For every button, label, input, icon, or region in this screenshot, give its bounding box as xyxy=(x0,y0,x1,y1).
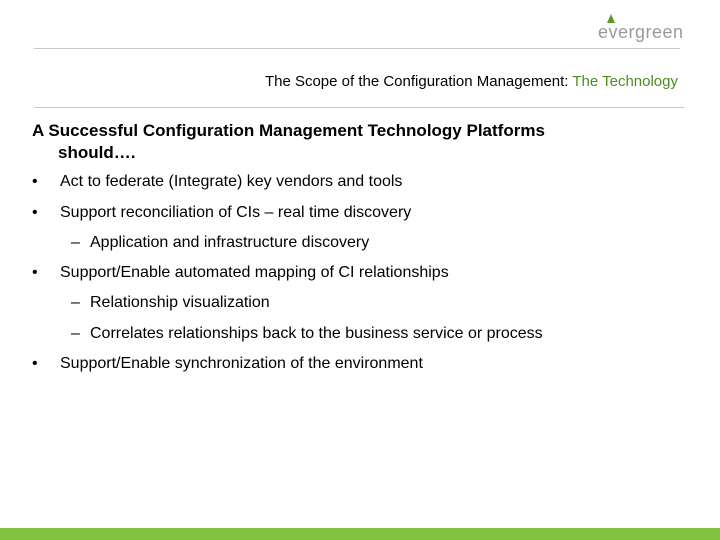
sub-bullet-symbol: – xyxy=(71,325,80,342)
heading-line-2: should…. xyxy=(58,143,136,162)
bullet-symbol: • xyxy=(32,173,38,190)
sub-bullet-symbol: – xyxy=(71,294,80,311)
bullet-symbol: • xyxy=(32,264,38,281)
sub-bullet-text: Application and infrastructure discovery xyxy=(90,234,370,251)
bullet-text: Support/Enable synchronization of the environment xyxy=(60,355,423,372)
sub-bullet-text: Correlates relationships back to the business service or process xyxy=(90,325,543,342)
sub-bullet-symbol: – xyxy=(71,234,80,251)
content-heading xyxy=(32,120,672,164)
bullet-text: Support reconciliation of CIs – real time discovery xyxy=(60,204,412,221)
bullet-symbol: • xyxy=(32,355,38,372)
heading-line-1: A Successful Configuration Management Technology Platforms xyxy=(32,121,545,140)
footer-bar xyxy=(0,528,720,540)
slide-title-accent: The Technology xyxy=(572,73,678,90)
logo-text: evergreen xyxy=(598,22,684,42)
title-divider xyxy=(34,107,684,108)
slide-title xyxy=(0,73,678,90)
bullet-text: Support/Enable automated mapping of CI relationships xyxy=(60,264,449,281)
bullet-symbol: • xyxy=(32,204,38,221)
evergreen-logo xyxy=(598,10,690,44)
sub-bullet-text: Relationship visualization xyxy=(90,294,270,311)
header-divider xyxy=(34,48,680,49)
bullet-text: Act to federate (Integrate) key vendors and tools xyxy=(60,173,403,190)
slide-title-main: The Scope of the Configuration Management: xyxy=(264,73,573,90)
